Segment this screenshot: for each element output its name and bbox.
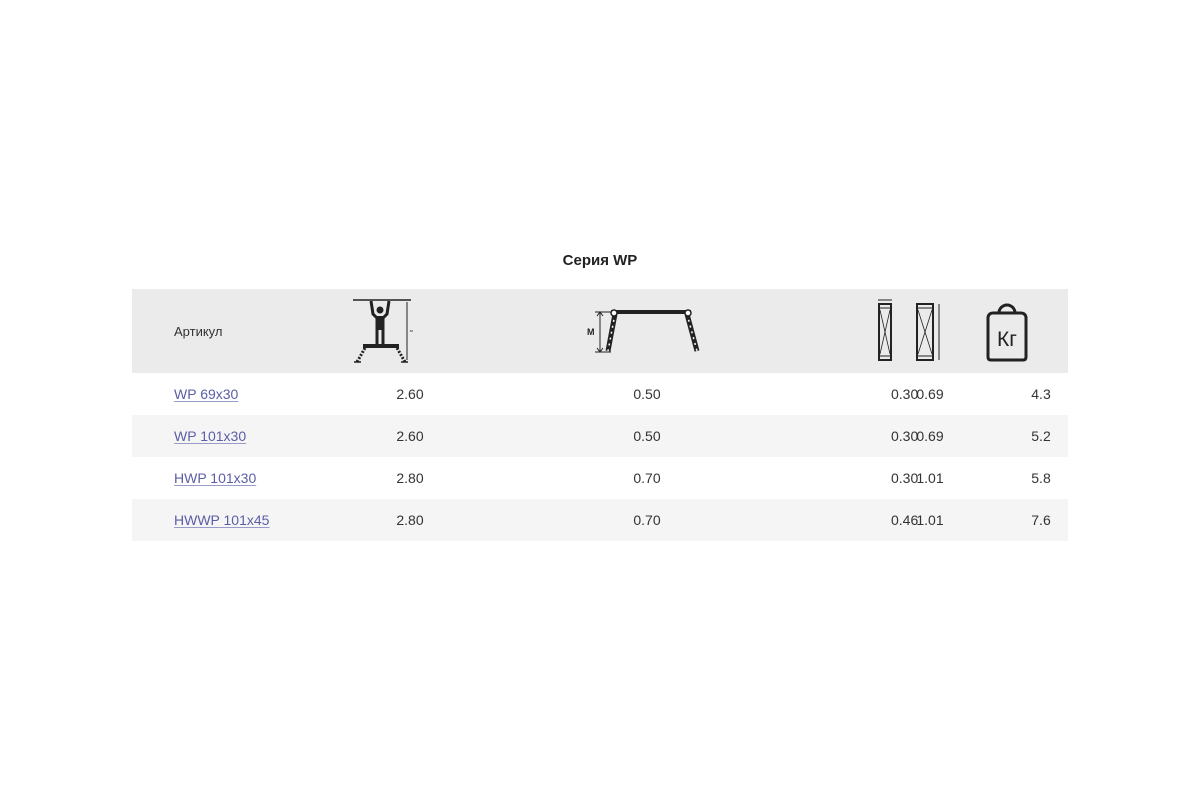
article-link[interactable]: HWP 101x30 bbox=[174, 470, 257, 486]
table-row bbox=[132, 499, 1068, 541]
platform-height-icon bbox=[587, 307, 707, 355]
length-value: 1.01 bbox=[916, 470, 944, 486]
article-link[interactable]: WP 101x30 bbox=[174, 428, 247, 444]
platform-height-icon-label: M bbox=[587, 327, 595, 337]
article-link[interactable]: WP 69x30 bbox=[174, 386, 239, 402]
width-value: 0.30 bbox=[891, 428, 919, 444]
table-row bbox=[132, 373, 1068, 415]
weight-value: 7.6 bbox=[1031, 512, 1051, 528]
working-height-icon bbox=[351, 298, 413, 364]
width-value: 0.46 bbox=[891, 512, 919, 528]
platform-height-header bbox=[498, 289, 796, 373]
length-value: 0.69 bbox=[916, 428, 944, 444]
ladder-length-header bbox=[914, 289, 946, 373]
weight-icon-label: Кг bbox=[997, 328, 1017, 351]
working-height-value: 2.80 bbox=[396, 470, 424, 486]
article-column-header: Артикул bbox=[174, 323, 223, 339]
width-value: 0.30 bbox=[891, 386, 919, 402]
svg-text:м: м bbox=[410, 328, 413, 333]
table-row bbox=[132, 457, 1068, 499]
length-value: 0.69 bbox=[916, 386, 944, 402]
ladder-width-header bbox=[796, 289, 914, 373]
working-height-value: 2.60 bbox=[396, 428, 424, 444]
working-height-value: 2.60 bbox=[396, 386, 424, 402]
table-header-row bbox=[132, 289, 1068, 373]
platform-height-value: 0.50 bbox=[633, 386, 661, 402]
weight-value: 4.3 bbox=[1031, 386, 1051, 402]
weight-value: 5.8 bbox=[1031, 470, 1051, 486]
platform-height-value: 0.70 bbox=[633, 512, 661, 528]
ladder-length-icon bbox=[912, 298, 944, 364]
article-link[interactable]: HWWP 101x45 bbox=[174, 512, 270, 528]
table-row bbox=[132, 415, 1068, 457]
width-value: 0.30 bbox=[891, 470, 919, 486]
length-value: 1.01 bbox=[916, 512, 944, 528]
specifications-table bbox=[132, 289, 1068, 541]
weight-value: 5.2 bbox=[1031, 428, 1051, 444]
platform-height-value: 0.70 bbox=[633, 470, 661, 486]
working-height-header bbox=[322, 289, 498, 373]
platform-height-value: 0.50 bbox=[633, 428, 661, 444]
weight-header bbox=[946, 289, 1068, 373]
working-height-value: 2.80 bbox=[396, 512, 424, 528]
ladder-width-icon bbox=[874, 298, 896, 364]
weight-icon bbox=[985, 299, 1029, 363]
series-title: Серия WP bbox=[562, 252, 638, 269]
